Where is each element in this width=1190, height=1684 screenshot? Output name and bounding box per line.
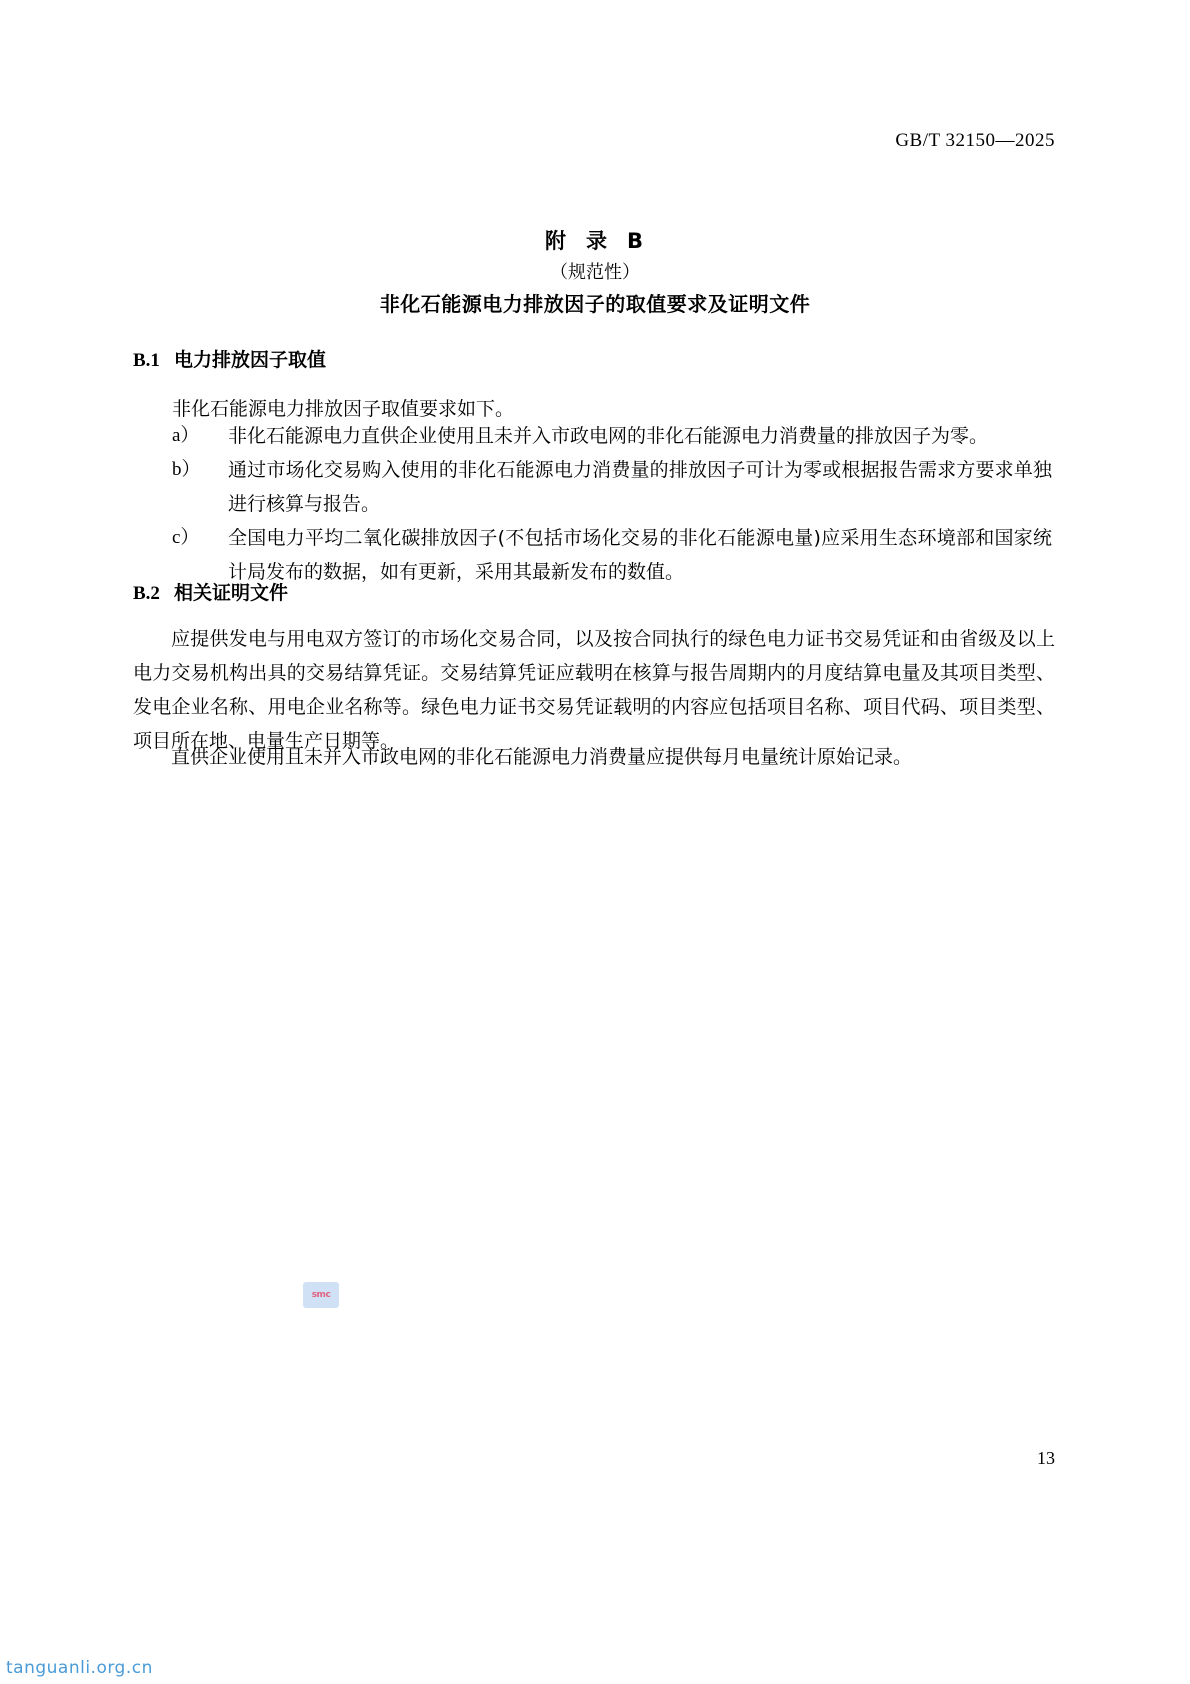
annex-title-prefix: 附 [544, 229, 568, 253]
list-item-marker: b） [172, 459, 201, 480]
section-heading-b2 [133, 578, 288, 605]
page-header-standard-number: GB/T 32150—2025 [895, 130, 1055, 151]
section-b2-paragraph-1: 应提供发电与用电双方签订的市场化交易合同，以及按合同执行的绿色电力证书交易凭证和由省级及以上电力交易机构出具的交易结算凭证。交易结算凭证应载明在核算与报告周期内的月度结算电量及其项目类型、发电企业名称、用电企业名称等。绿色电力证书交易凭证载明的内容应包括项目名称、项目代码、项目类型、项目所在地、电量生产日期等。 [133, 628, 1055, 752]
watermark-logo: smc [303, 1282, 339, 1308]
page-number: 13 [1037, 1448, 1055, 1468]
section-b1-intro: 非化石能源电力排放因子取值要求如下。 [172, 398, 515, 420]
annex-title-letter: B [626, 229, 645, 253]
list-item [172, 521, 1052, 589]
section-title-b2: 相关证明文件 [173, 582, 288, 604]
section-heading-b1 [133, 345, 326, 372]
list-item [172, 453, 1052, 521]
annex-title [0, 225, 1190, 255]
list-item-text: 全国电力平均二氧化碳排放因子(不包括市场化交易的非化石能源电量)应采用生态环境部和国家统计局发布的数据，如有更新，采用其最新发布的数值。 [228, 527, 1052, 583]
section-number-b2: B.2 [133, 583, 160, 604]
section-number-b1: B.1 [133, 350, 160, 371]
annex-subtitle: （规范性） [550, 262, 640, 283]
section-b2-paragraph-2: 直供企业使用且未并入市政电网的非化石能源电力消费量应提供每月电量统计原始记录。 [171, 746, 913, 768]
section-title-b1: 电力排放因子取值 [173, 349, 326, 371]
list-item-marker: a） [172, 425, 200, 446]
list-item-marker: c） [172, 527, 200, 548]
annex-title-label: 录 [585, 229, 609, 253]
list-item-text: 非化石能源电力直供企业使用且未并入市政电网的非化石能源电力消费量的排放因子为零。 [228, 425, 989, 447]
annex-name: 非化石能源电力排放因子的取值要求及证明文件 [379, 292, 811, 316]
list-item [172, 419, 1052, 453]
list-item-text: 通过市场化交易购入使用的非化石能源电力消费量的排放因子可计为零或根据报告需求方要求单独进行核算与报告。 [228, 459, 1052, 515]
section-b1-list [172, 419, 1052, 589]
footer-site-url: tanguanli.org.cn [6, 1658, 153, 1678]
